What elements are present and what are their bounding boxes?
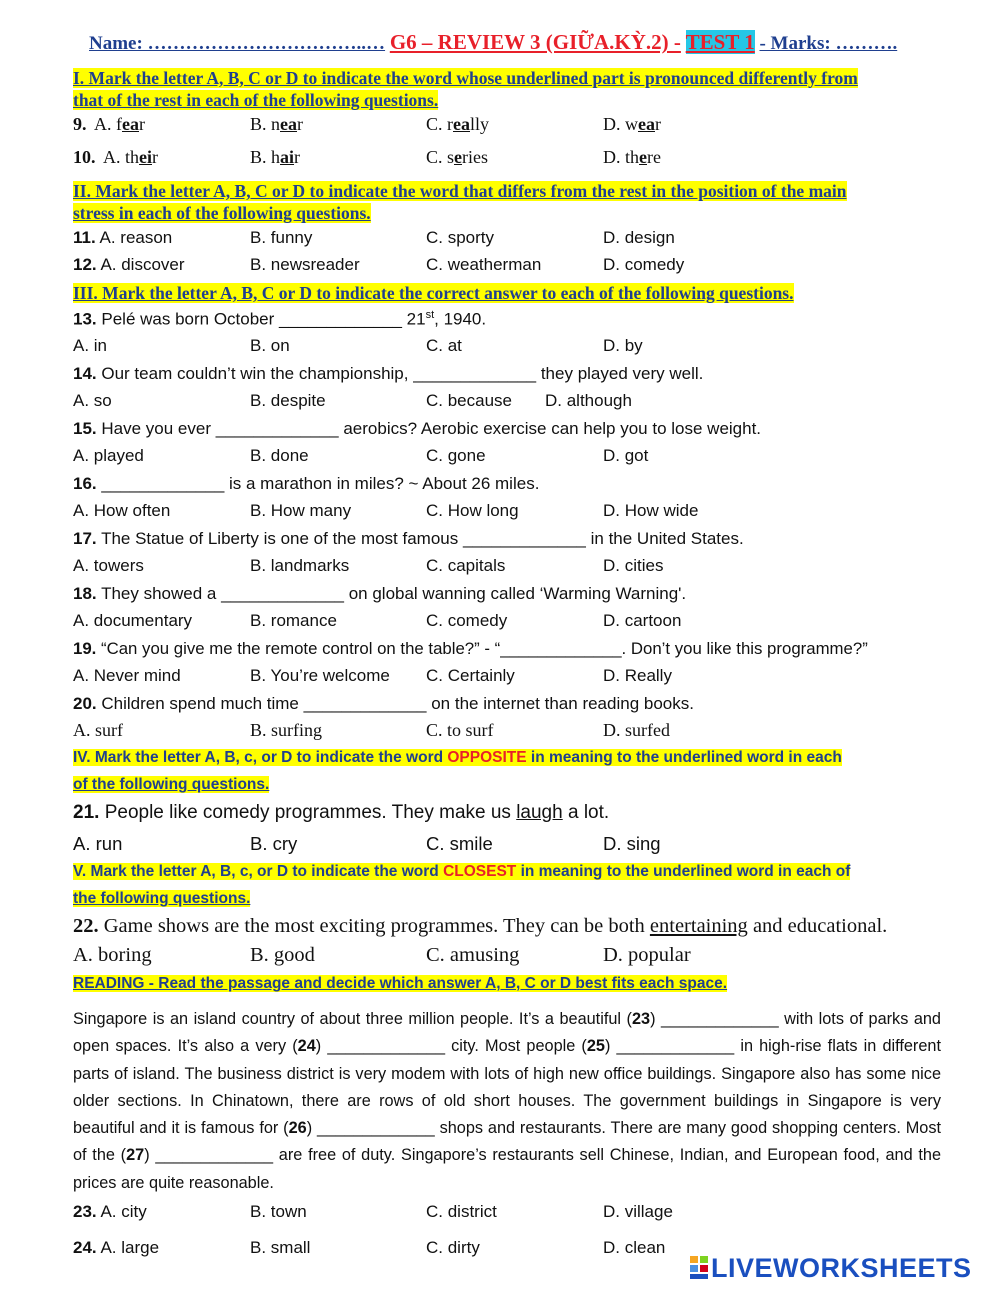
option-23c[interactable]: C. district [426,1202,497,1221]
section-4-instruction [73,744,842,798]
option-16b[interactable]: B. How many [250,501,352,520]
reading-instruction [73,970,727,997]
question-22 [73,915,887,938]
option-9c[interactable] [426,114,489,135]
option-22c[interactable]: C. amusing [426,944,520,966]
blank-number-25: 25 [586,1037,605,1056]
marks-field-label: - Marks: ………. [759,33,898,54]
option-12a[interactable]: A. discover [100,255,185,274]
underlined-part: ea [122,114,139,134]
section-1-instruction [73,67,858,111]
question-9 [73,114,87,135]
option-15b[interactable]: B. done [250,446,309,465]
option-24c[interactable]: C. dirty [426,1238,480,1257]
option-text: B. n [250,114,281,134]
underlined-part: e [639,147,647,167]
option-21d[interactable]: D. sing [603,833,661,854]
option-10a[interactable] [103,147,158,168]
option-10c[interactable] [426,147,488,168]
passage-text: ) _____________ shops and restaurants. There are many good shopping centers. Most of the ( [73,1119,942,1165]
option-15d[interactable]: D. got [603,446,649,465]
option-17a[interactable]: A. towers [73,556,144,575]
option-20a[interactable]: A. surf [73,720,123,740]
question-number: 22. [73,915,99,937]
passage-text: ) _____________ city. Most people ( [315,1037,587,1056]
option-18a[interactable]: A. documentary [73,611,193,630]
option-21b[interactable]: B. cry [250,833,298,854]
question-number: 12. [73,255,97,274]
section-2-line-1: II. Mark the letter A, B, C or D to indicate the word that differs from the rest in the position of the main [73,181,847,201]
underlined-word: laugh [516,802,563,823]
question-24 [73,1238,159,1258]
reading-passage [73,1006,941,1197]
option-24a[interactable]: A. large [100,1238,160,1257]
question-number: 24. [73,1238,97,1257]
option-19c[interactable]: C. Certainly [426,666,515,685]
passage-text: ) _____________ in high-rise flats in different parts of island. The business district is very modem with lots of high new office buildings. Singapore also has some nice older sections. In Chinatown, there are rows of old short houses. The government buildings in Singapore is very beautiful and it is famous for ( [73,1037,941,1138]
option-20c[interactable]: C. to surf [426,720,494,740]
option-18c[interactable]: C. comedy [426,611,508,630]
question-13 [73,309,486,330]
option-text: ries [462,147,489,167]
question-number: 19. [73,639,97,658]
option-text: A. f [94,114,122,134]
option-22d[interactable]: D. popular [603,944,691,966]
question-text: Our team couldn’t win the championship, _____________ they played very well. [101,364,704,383]
instruction-text: in meaning to the underlined word in each [526,749,842,766]
option-16a[interactable]: A. How often [73,501,171,520]
instruction-text: in meaning to the underlined word in each of [516,863,851,880]
option-10b[interactable] [250,147,300,168]
keyword-opposite: OPPOSITE [447,749,527,766]
option-19b[interactable]: B. You’re welcome [250,666,390,685]
question-18 [73,584,686,604]
option-24d[interactable]: D. clean [603,1238,666,1257]
logo-text: LIVEWORKSHEETS [711,1253,972,1283]
section-3-instruction [73,282,794,304]
option-11a[interactable]: A. reason [99,228,173,247]
question-number: 10. [73,147,96,167]
option-17b[interactable]: B. landmarks [250,556,350,575]
passage-text: Singapore is an island country of about three million people. It’s a beautiful ( [73,1010,632,1028]
option-text: r [152,147,158,167]
question-number: 13. [73,309,97,329]
test-label: TEST 1 [685,30,755,54]
blank-number-24: 24 [297,1037,316,1056]
instruction-text: IV. Mark the letter A, B, c, or D to indicate the word [73,749,448,766]
question-number: 11. [73,228,96,247]
option-11c[interactable]: C. sporty [426,228,495,247]
liveworksheets-logo-icon [690,1254,708,1280]
underlined-part: ea [453,114,470,134]
section-1-line-2: that of the rest in each of the following questions. [73,90,439,110]
passage-text: ) _____________ with lots of parks and open spaces. It’s also a very ( [73,1010,941,1056]
option-16c[interactable]: C. How long [426,501,519,520]
question-text: Game shows are the most exciting programmes. They can be both [103,915,650,937]
option-11d[interactable]: D. design [603,228,675,247]
question-text-tail: a lot. [562,802,610,823]
question-text: Children spend much time _____________ on the internet than reading books. [101,694,694,713]
header [89,30,897,55]
underlined-part: e [454,147,463,167]
option-9d[interactable] [603,114,661,135]
liveworksheets-logo[interactable] [690,1253,972,1284]
section-5-line-1 [73,863,850,880]
option-17c[interactable]: C. capitals [426,556,506,575]
option-text: lly [470,114,490,134]
option-23b[interactable]: B. town [250,1202,307,1221]
question-text: They showed a _____________ on global wanning called ‘Warming Warning'. [101,584,687,603]
option-12c[interactable]: C. weatherman [426,255,542,274]
question-text: _____________ is a marathon in miles? ~ About 26 miles. [101,474,540,493]
option-12b[interactable]: B. newsreader [250,255,360,274]
question-23 [73,1202,147,1222]
option-20b[interactable]: B. surfing [250,720,322,740]
question-number: 14. [73,364,97,383]
option-23a[interactable]: A. city [100,1202,147,1221]
blank-number-26: 26 [288,1119,307,1138]
option-20d[interactable]: D. surfed [603,720,670,740]
question-number: 21. [73,802,100,823]
question-12 [73,255,185,275]
underlined-part: ai [280,147,295,167]
question-text-tail: and educational. [747,915,888,937]
question-text: “Can you give me the remote control on the table?” - “_____________. Don’t you like this programme?” [101,639,868,658]
question-number: 23. [73,1202,97,1221]
option-text: B. h [250,147,281,167]
underlined-part: ea [280,114,298,134]
option-15a[interactable]: A. played [73,446,144,465]
question-text: People like comedy programmes. They make us [104,802,517,823]
question-21 [73,802,609,824]
option-14d[interactable]: D. although [545,391,632,410]
question-number: 17. [73,529,97,548]
option-22b[interactable]: B. good [250,944,315,966]
option-17d[interactable]: D. cities [603,556,664,575]
option-text: r [294,147,301,167]
option-16d[interactable]: D. How wide [603,501,699,520]
section-5-instruction [73,858,850,912]
underlined-part: ea [638,114,655,134]
question-text: Pelé was born October _____________ 21 [101,309,426,329]
option-text: re [647,147,661,167]
section-4-line-2: of the following questions. [73,776,270,793]
option-13a[interactable]: A. in [73,336,108,355]
option-13c[interactable]: C. at [426,336,462,355]
option-text: D. th [603,147,639,167]
option-13b[interactable]: B. on [250,336,290,355]
option-14c[interactable]: C. because [426,391,512,410]
option-11b[interactable]: B. funny [250,228,313,247]
option-text: r [139,114,145,134]
option-text: A. th [103,147,139,167]
option-18d[interactable]: D. cartoon [603,611,682,630]
section-5-line-2: the following questions. [73,890,251,907]
option-19d[interactable]: D. Really [603,666,672,685]
section-3-title: III. Mark the letter A, B, C or D to indicate the correct answer to each of the following questions. [73,283,794,303]
question-17 [73,529,744,549]
question-text: The Statue of Liberty is one of the most famous _____________ in the United States. [101,529,744,548]
reading-title: READING - Read the passage and decide which answer A, B, C or D best fits each space. [73,975,728,992]
option-15c[interactable]: C. gone [426,446,486,465]
option-13d[interactable]: D. by [603,336,643,355]
option-text: r [655,114,661,134]
question-10 [73,147,96,168]
section-4-line-1 [73,749,842,766]
blank-number-27: 27 [126,1146,145,1165]
question-number: 20. [73,694,97,713]
option-text: C. s [426,147,455,167]
option-text: r [297,114,304,134]
question-11 [73,228,172,248]
option-14a[interactable]: A. so [73,391,112,410]
worksheet-title: G6 – REVIEW 3 (GIỮA.KỲ.2) - [389,30,681,54]
question-16 [73,474,539,494]
question-text-tail: , 1940. [434,309,487,329]
option-22a[interactable]: A. boring [73,944,152,966]
option-14b[interactable]: B. despite [250,391,326,410]
name-field-label: Name: ……………………………..… [89,33,386,54]
question-15 [73,419,761,439]
option-9b[interactable] [250,114,303,135]
question-text: Have you ever _____________ aerobics? Aerobic exercise can help you to lose weight. [101,419,762,438]
option-23d[interactable]: D. village [603,1202,673,1221]
keyword-closest: CLOSEST [443,863,517,880]
option-18b[interactable]: B. romance [250,611,337,630]
question-19 [73,639,868,659]
option-21c[interactable]: C. smile [426,833,493,854]
option-24b[interactable]: B. small [250,1238,311,1257]
option-text: C. r [426,114,453,134]
option-21a[interactable]: A. run [73,833,123,854]
underlined-word: entertaining [649,915,748,937]
option-text: D. w [603,114,638,134]
question-number: 9. [73,114,87,134]
underlined-part: ei [139,147,152,167]
passage-text: ) _____________ are free of duty. Singapore’s restaurants sell Chinese, Indian, and European food, and the prices are quite reasonable. [73,1146,941,1192]
question-14 [73,364,703,384]
superscript: st [425,309,435,321]
option-10d[interactable] [603,147,661,168]
question-20 [73,694,694,714]
option-12d[interactable]: D. comedy [603,255,685,274]
option-9a[interactable] [94,114,145,135]
section-2-line-2: stress in each of the following questions. [73,203,371,223]
section-1-line-1: I. Mark the letter A, B, C or D to indicate the word whose underlined part is pronounced differently from [73,68,858,88]
section-2-instruction [73,180,847,224]
question-number: 15. [73,419,97,438]
option-19a[interactable]: A. Never mind [73,666,181,685]
blank-number-23: 23 [631,1010,651,1028]
question-number: 16. [73,474,97,493]
question-number: 18. [73,584,97,603]
instruction-text: V. Mark the letter A, B, c, or D to indicate the word [73,863,444,880]
